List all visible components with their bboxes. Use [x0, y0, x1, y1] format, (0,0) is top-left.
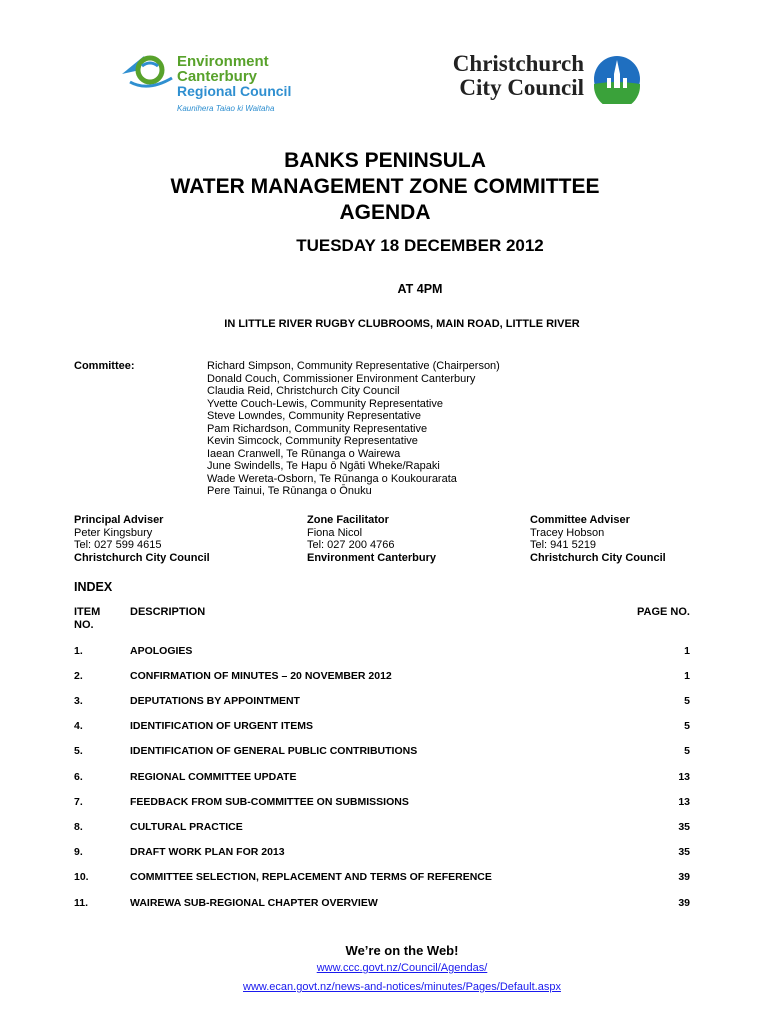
index-title: INDEX: [74, 580, 113, 594]
committee-members: [207, 360, 500, 498]
item-description: FEEDBACK FROM SUB-COMMITTEE ON SUBMISSIONS: [130, 796, 409, 808]
ccc-agendas-link[interactable]: www.ccc.govt.nz/Council/Agendas/: [316, 962, 488, 974]
item-page: 5: [684, 720, 690, 732]
item-page: 39: [678, 897, 690, 909]
item-description: CONFIRMATION OF MINUTES – 20 NOVEMBER 2012: [130, 670, 392, 682]
committee-member: Wade Wereta-Osborn, Te Rūnanga o Koukourarata: [207, 472, 457, 485]
title-line1: BANKS PENINSULA: [284, 149, 486, 172]
item-number: 2.: [74, 670, 83, 682]
ecan-line1: Environment: [177, 53, 269, 70]
contact-tel: Tel: 027 200 4766: [307, 539, 395, 551]
item-description: DEPUTATIONS BY APPOINTMENT: [130, 695, 300, 707]
committee-member: Donald Couch, Commissioner Environment Canterbury: [207, 372, 476, 385]
item-description: APOLOGIES: [130, 645, 193, 657]
item-description: WAIREWA SUB-REGIONAL CHAPTER OVERVIEW: [130, 897, 378, 909]
item-description: IDENTIFICATION OF URGENT ITEMS: [130, 720, 313, 732]
item-number: 5.: [74, 745, 83, 757]
contact-name: Fiona Nicol: [307, 526, 363, 539]
item-number: 8.: [74, 821, 83, 833]
item-number: 3.: [74, 695, 83, 707]
table-row: [74, 846, 690, 860]
meeting-time: AT 4PM: [397, 282, 443, 296]
contact-committee-adviser: [530, 514, 666, 564]
meeting-venue: IN LITTLE RIVER RUGBY CLUBROOMS, MAIN ROAD, LITTLE RIVER: [224, 318, 580, 330]
index-header-page: PAGE NO.: [637, 606, 690, 618]
item-description: CULTURAL PRACTICE: [130, 821, 243, 833]
ecan-line2: Canterbury: [177, 68, 258, 85]
committee-label: Committee:: [74, 360, 135, 372]
ccc-line2: City Council: [459, 75, 584, 100]
ecan-line3: Regional Council: [177, 83, 292, 99]
item-number: 9.: [74, 846, 83, 858]
item-number: 7.: [74, 796, 83, 808]
cathedral-icon: [592, 54, 642, 104]
contact-org: Christchurch City Council: [74, 551, 210, 564]
committee-member: June Swindells, Te Hapu ō Ngāti Wheke/Rapaki: [207, 460, 440, 472]
table-row: [74, 871, 690, 885]
committee-member: Richard Simpson, Community Representative (Chairperson): [207, 360, 500, 372]
item-page: 5: [684, 695, 690, 707]
item-page: 1: [684, 645, 690, 657]
item-description: DRAFT WORK PLAN FOR 2013: [130, 846, 285, 858]
item-number: 6.: [74, 771, 83, 783]
contact-name: Peter Kingsbury: [74, 526, 153, 539]
item-description: REGIONAL COMMITTEE UPDATE: [130, 771, 297, 783]
committee-member: Kevin Simcock, Community Representative: [207, 435, 418, 447]
contact-role: Principal Adviser: [74, 514, 164, 526]
title-line3: AGENDA: [339, 201, 431, 224]
committee-member: Iaean Cranwell, Te Rūnanga o Wairewa: [207, 447, 401, 460]
ecan-minutes-link[interactable]: www.ecan.govt.nz/news-and-notices/minutes/Pages/Default.aspx: [243, 981, 561, 993]
contact-tel: Tel: 941 5219: [530, 539, 597, 551]
contact-name: Tracey Hobson: [530, 526, 605, 539]
web-title: We’re on the Web!: [345, 943, 459, 958]
table-row: [74, 821, 690, 835]
contact-principal-adviser: [74, 514, 210, 564]
ecan-swirl-icon: [120, 52, 176, 92]
index-header-description: DESCRIPTION: [130, 606, 206, 618]
item-number: 1.: [74, 645, 83, 657]
item-number: 4.: [74, 720, 83, 732]
item-page: 39: [678, 871, 690, 883]
ecan-line4: Kaunihera Taiao ki Waitaha: [177, 104, 275, 113]
committee-member: Claudia Reid, Christchurch City Council: [207, 385, 400, 397]
index-header-item: ITEM NO.: [74, 606, 101, 631]
ccc-line1: Christchurch: [452, 51, 584, 76]
item-number: 11.: [74, 897, 89, 909]
ccc-wordmark: [422, 52, 584, 100]
committee-member: Pere Tainui, Te Rūnanga o Ōnuku: [207, 485, 372, 497]
contact-org: Christchurch City Council: [530, 551, 666, 564]
committee-member: Steve Lowndes, Community Representative: [207, 410, 421, 422]
table-row: [74, 645, 690, 659]
item-page: 35: [678, 821, 690, 833]
item-number: 10.: [74, 871, 89, 883]
contact-role: Committee Adviser: [530, 514, 630, 526]
title-line2: WATER MANAGEMENT ZONE COMMITTEE: [170, 175, 600, 198]
table-row: [74, 897, 690, 911]
table-row: [74, 695, 690, 709]
contact-tel: Tel: 027 599 4615: [74, 539, 162, 551]
item-description: IDENTIFICATION OF GENERAL PUBLIC CONTRIBUTIONS: [130, 745, 418, 757]
item-page: 13: [678, 796, 690, 808]
committee-member: Pam Richardson, Community Representative: [207, 422, 428, 435]
ccc-logo: [422, 52, 644, 108]
table-row: [74, 796, 690, 810]
contact-role: Zone Facilitator: [307, 514, 389, 526]
table-row: [74, 720, 690, 734]
table-row: [74, 745, 690, 759]
contact-org: Environment Canterbury: [307, 551, 436, 564]
committee-member: Yvette Couch-Lewis, Community Representative: [207, 397, 443, 410]
table-row: [74, 771, 690, 785]
item-page: 5: [684, 745, 690, 757]
item-page: 35: [678, 846, 690, 858]
meeting-date: TUESDAY 18 DECEMBER 2012: [296, 236, 544, 255]
ecan-wordmark: [177, 54, 291, 116]
item-page: 13: [678, 771, 690, 783]
contact-zone-facilitator: [307, 514, 436, 564]
table-row: [74, 670, 690, 684]
item-page: 1: [684, 670, 690, 682]
ecan-logo: [120, 52, 305, 114]
item-description: COMMITTEE SELECTION, REPLACEMENT AND TERMS OF REFERENCE: [130, 871, 492, 883]
